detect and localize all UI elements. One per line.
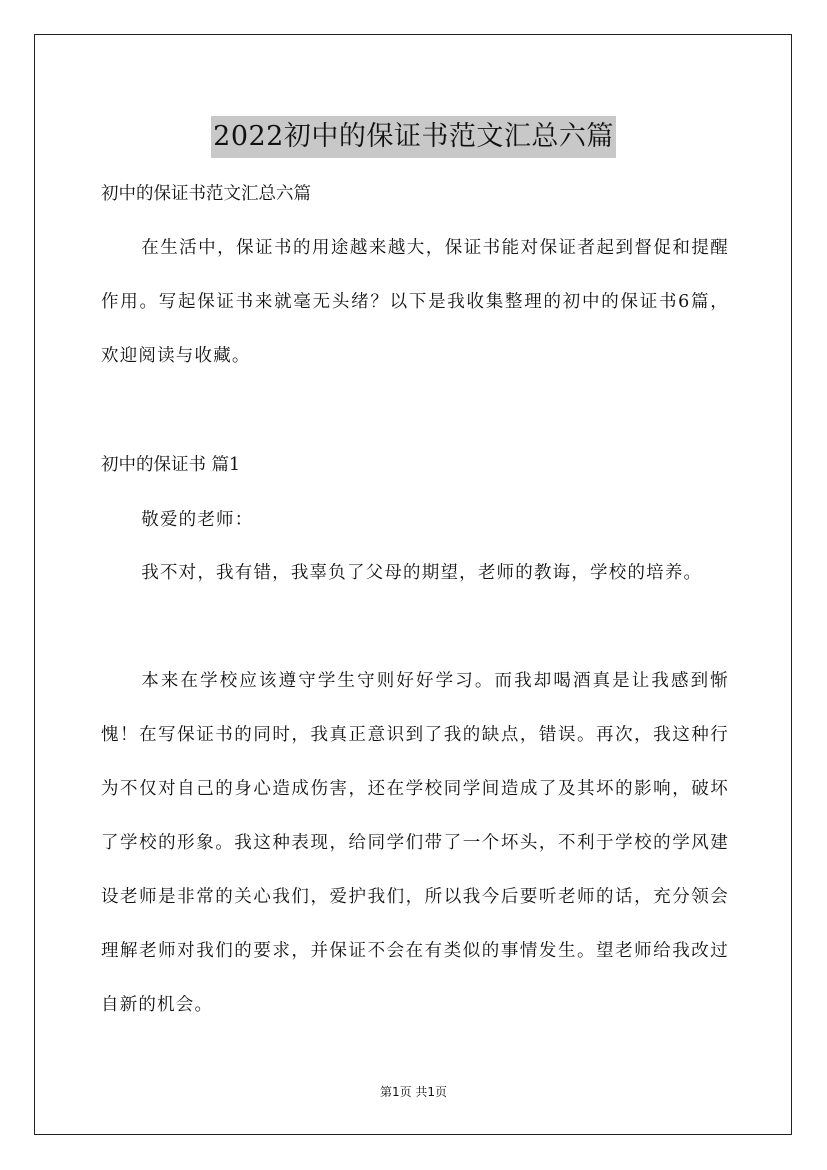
salutation: 敬爱的老师： bbox=[141, 510, 254, 530]
title-container bbox=[0, 98, 827, 176]
section-heading: 初中的保证书 篇1 bbox=[101, 455, 241, 475]
page-footer: 第1页 共1页 bbox=[379, 1085, 448, 1099]
body-paragraph-2: 本来在学校应该遵守学生守则好好学习。而我却喝酒真是让我感到惭愧！在写保证书的同时，我真正意识到了我的缺点，错误。再次，我这种行为不仅对自己的身心造成伤害，还在学校同学间造成了及其坏的影响，破坏了学校的形象。我这种表现，给同学们带了一个坏头，不利于学校的学风建设老师是非常的关心我们，爱护我们，所以我今后要听老师的话，充分领会理解老师对我们的要求，并保证不会在有类似的事情发生。望老师给我改过自新的机会。 bbox=[101, 671, 729, 1015]
body-paragraph-1: 我不对，我有错，我辜负了父母的期望，老师的教诲，学校的培养。 bbox=[141, 563, 703, 583]
document-title: 2022初中的保证书范文汇总六篇 bbox=[211, 116, 616, 158]
document-subtitle: 初中的保证书范文汇总六篇 bbox=[101, 184, 311, 204]
intro-paragraph: 在生活中，保证书的用途越来越大，保证书能对保证者起到督促和提醒作用。写起保证书来就毫无头绪？以下是我收集整理的初中的保证书6篇，欢迎阅读与收藏。 bbox=[101, 238, 729, 366]
